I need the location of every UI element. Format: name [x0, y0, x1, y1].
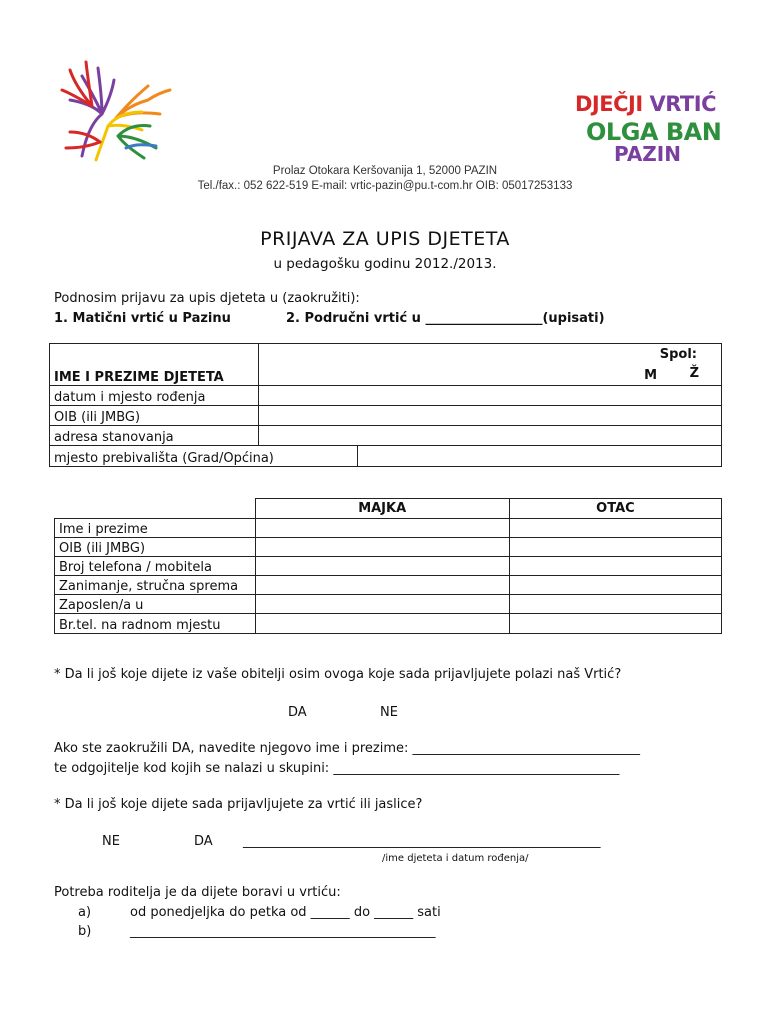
- brand-logo: [570, 90, 720, 170]
- column-header-majka: MAJKA: [255, 499, 509, 519]
- table-row-label: adresa stanovanja: [50, 426, 259, 446]
- brand-line-1: [575, 94, 716, 115]
- answer-da-option[interactable]: DA: [288, 705, 307, 720]
- sibling-name-line[interactable]: Ako ste zaokružili DA, navedite njegovo ime i prezime: ___________________________________: [54, 741, 641, 756]
- father-phone-field[interactable]: [509, 557, 721, 576]
- question-sibling-attends: * Da li još koje dijete iz vaše obitelji osim ovoga koje sada prijavljujete polazi naš Vrtić?: [54, 667, 622, 682]
- answer-ne-option[interactable]: NE: [102, 834, 120, 849]
- option-b-line[interactable]: _______________________________________________: [130, 924, 436, 939]
- father-work-phone-field[interactable]: [509, 614, 721, 634]
- child-name-label: IME I PREZIME DJETETA: [50, 344, 259, 386]
- another-child-line[interactable]: _______________________________________________________: [243, 834, 601, 849]
- residence-field[interactable]: [358, 446, 722, 467]
- another-child-caption: /ime djeteta i datum rođenja/: [382, 853, 529, 864]
- sibling-group-line[interactable]: te odgojitelje kod kojih se nalazi u skupini: ____________________________________________: [54, 761, 620, 776]
- spol-label: Spol:: [659, 347, 697, 362]
- option-b-marker: b): [78, 924, 92, 939]
- mother-employer-field[interactable]: [255, 595, 509, 614]
- question-another-child: * Da li još koje dijete sada prijavljujete za vrtić ili jaslice?: [54, 797, 423, 812]
- child-name-field[interactable]: [259, 344, 722, 386]
- spol-m-option[interactable]: M: [644, 368, 657, 383]
- contact-line: Tel./fax.: 052 622-519 E-mail: vrtic-pazin@pu.t-com.hr OIB: 05017253133: [197, 180, 573, 192]
- mother-phone-field[interactable]: [255, 557, 509, 576]
- brand-word-vrtic: VRTIĆ: [649, 92, 716, 116]
- child-oib-field[interactable]: [259, 406, 722, 426]
- page-subtitle: u pedagošku godinu 2012./2013.: [273, 256, 497, 272]
- brand-word-djecji: DJEČJI: [575, 92, 643, 116]
- table-row-label: Br.tel. na radnom mjestu: [55, 614, 256, 634]
- mother-oib-field[interactable]: [255, 538, 509, 557]
- table-row-label: OIB (ili JMBG): [50, 406, 259, 426]
- hands-logo-icon: [52, 56, 174, 164]
- brand-line-3: PAZIN: [614, 142, 681, 166]
- table-row-label: Broj telefona / mobitela: [55, 557, 256, 576]
- child-info-table: [49, 343, 722, 467]
- parents-table: [54, 498, 722, 634]
- father-oib-field[interactable]: [509, 538, 721, 557]
- table-row-label: Zanimanje, stručna sprema: [55, 576, 256, 595]
- brand-line-2: OLGA BAN: [586, 118, 722, 146]
- table-row-label: Zaposlen/a u: [55, 595, 256, 614]
- father-occupation-field[interactable]: [509, 576, 721, 595]
- option-podrucni-vrtic[interactable]: 2. Područni vrtić u __________________(upisati): [286, 311, 605, 326]
- page-title: PRIJAVA ZA UPIS DJETETA: [260, 228, 510, 250]
- table-row-label: datum i mjesto rođenja: [50, 386, 259, 406]
- answer-da-option[interactable]: DA: [194, 834, 213, 849]
- mother-work-phone-field[interactable]: [255, 614, 509, 634]
- question-stay-need: Potreba roditelja je da dijete boravi u vrtiću:: [54, 885, 341, 900]
- option-maticni-vrtic[interactable]: 1. Matični vrtić u Pazinu: [54, 311, 231, 326]
- birth-date-place-field[interactable]: [259, 386, 722, 406]
- address-line: Prolaz Otokara Keršovanija 1, 52000 PAZIN: [272, 165, 498, 177]
- father-employer-field[interactable]: [509, 595, 721, 614]
- table-row-label: OIB (ili JMBG): [55, 538, 256, 557]
- mother-occupation-field[interactable]: [255, 576, 509, 595]
- column-header-otac: OTAC: [509, 499, 721, 519]
- option-a-marker: a): [78, 905, 92, 920]
- address-field[interactable]: [259, 426, 722, 446]
- mother-name-field[interactable]: [255, 519, 509, 538]
- option-a-hours[interactable]: od ponedjeljka do petka od ______ do ______ sati: [130, 905, 441, 920]
- spol-z-option[interactable]: Ž: [689, 366, 699, 381]
- father-name-field[interactable]: [509, 519, 721, 538]
- table-row-label: Ime i prezime: [55, 519, 256, 538]
- answer-ne-option[interactable]: NE: [380, 705, 398, 720]
- table-row-label: mjesto prebivališta (Grad/Općina): [50, 446, 358, 467]
- intro-text: Podnosim prijavu za upis djeteta u (zaokružiti):: [54, 291, 360, 306]
